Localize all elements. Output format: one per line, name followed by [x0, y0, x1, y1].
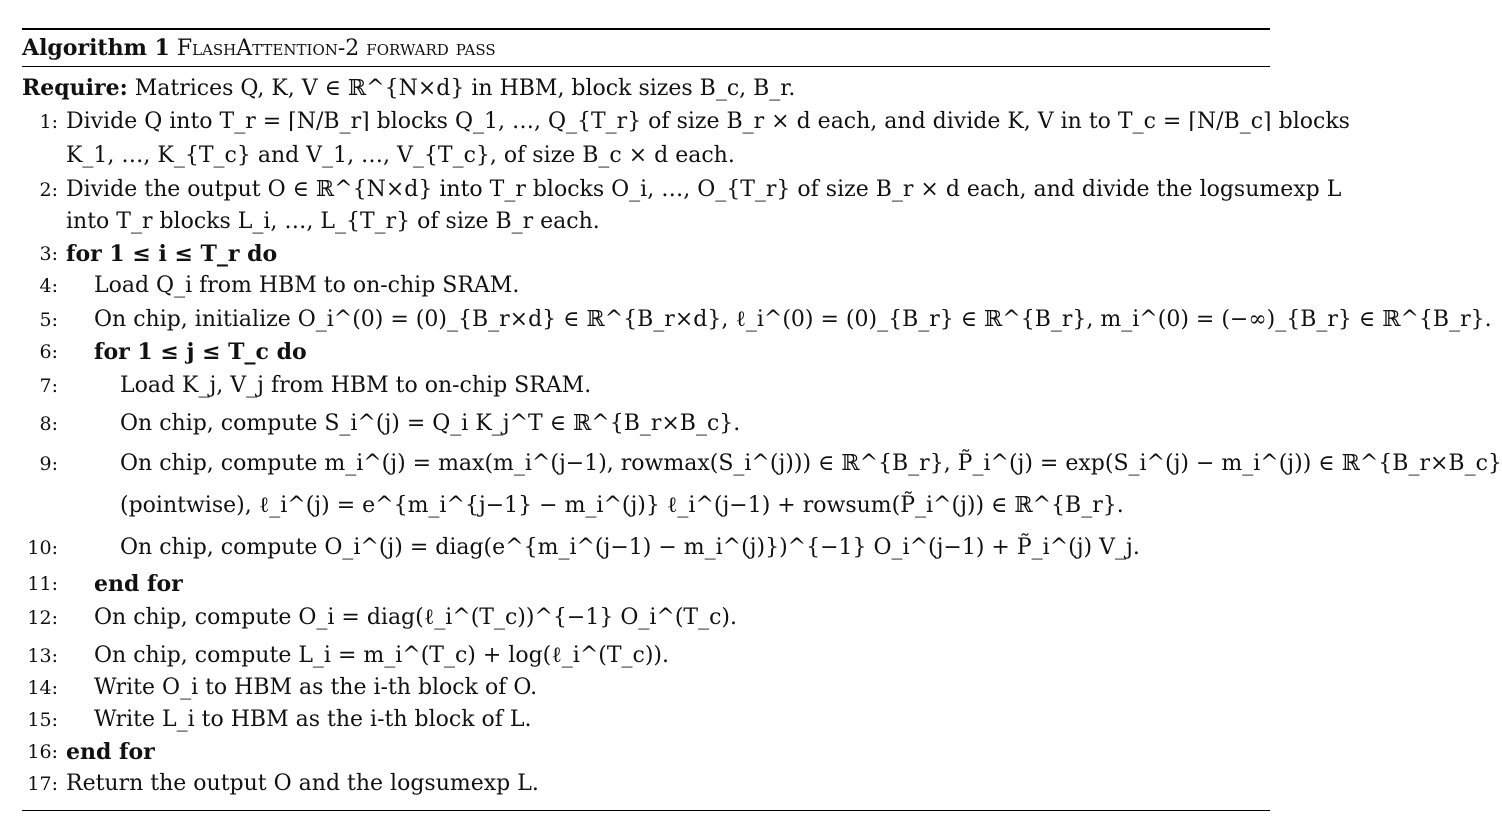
line-number: 1: [39, 111, 58, 133]
line-number: 12: [27, 607, 58, 629]
line-text: On chip, compute O_i = diag(ℓ_i^(T_c))^{−1} O_i^(T_c). [94, 605, 737, 630]
line-text: Write O_i to HBM as the i-th block of O. [94, 675, 538, 700]
line-text: On chip, initialize O_i^(0) = (0)_{B_r×d} ∈ ℝ^{B_r×d}, ℓ_i^(0) = (0)_{B_r} ∈ ℝ^{B_r}, m_i^(0) = (−∞)_{B_r} ∈ ℝ^{B_r}. [94, 307, 1492, 332]
line-number: 13: [27, 645, 58, 667]
line-text: K_1, …, K_{T_c} and V_1, …, V_{T_c}, of size B_c × d each. [66, 143, 735, 168]
algorithm-body [22, 67, 1502, 807]
require-line [22, 73, 1270, 104]
line-number: 6: [39, 341, 58, 363]
line-text: Load Q_i from HBM to on-chip SRAM. [94, 273, 520, 298]
line-text: On chip, compute L_i = m_i^(T_c) + log(ℓ_i^(T_c)). [94, 643, 669, 668]
line-text: for 1 ≤ i ≤ T_r do [66, 241, 278, 267]
line-number: 2: [39, 179, 58, 201]
algorithm-box [22, 28, 1502, 807]
line-number: 7: [39, 375, 58, 397]
line-text: for 1 ≤ j ≤ T_c do [94, 339, 307, 365]
line-number: 11: [27, 573, 58, 595]
algorithm-label: Algorithm 1 [22, 35, 170, 61]
line-text: (pointwise), ℓ_i^(j) = e^{m_i^{j−1} − m_i^(j)} ℓ_i^(j−1) + rowsum(P̃_i^(j)) ∈ ℝ^{B_r}. [120, 493, 1124, 518]
line-text: On chip, compute m_i^(j) = max(m_i^(j−1), rowmax(S_i^(j))) ∈ ℝ^{B_r}, P̃_i^(j) = exp(S_i^(j) − m_i^(j)) ∈ ℝ^{B_r×B_c} [120, 451, 1502, 476]
line-number: 9: [39, 453, 58, 475]
line-number: 16: [27, 741, 58, 763]
line-number: 8: [39, 413, 58, 435]
require-label: Require: [22, 75, 128, 101]
line-text: Load K_j, V_j from HBM to on-chip SRAM. [120, 373, 592, 398]
line-text: end for [66, 739, 155, 765]
line-text: Return the output O and the logsumexp L. [66, 771, 539, 796]
line-number: 17: [27, 773, 58, 795]
line-number: 15: [27, 709, 58, 731]
line-number: 14: [27, 677, 58, 699]
line-text: end for [94, 571, 183, 597]
line-number: 10: [27, 537, 58, 559]
line-number: 4: [39, 275, 58, 297]
algorithm-title: FlashAttention-2 forward pass [176, 36, 496, 61]
line-text: Write L_i to HBM as the i-th block of L. [94, 707, 532, 732]
line-number: 3: [39, 243, 58, 265]
bottom-rule [22, 810, 1270, 811]
line-text: Divide Q into T_r = ⌈N/B_r⌉ blocks Q_1, …, Q_{T_r} of size B_r × d each, and divide K, V in to T_c = ⌈N/B_c⌉ blocks [66, 109, 1350, 134]
line-number: 5: [39, 309, 58, 331]
require-text: Matrices Q, K, V ∈ ℝ^{N×d} in HBM, block sizes B_c, B_r. [134, 76, 796, 101]
line-text: On chip, compute O_i^(j) = diag(e^{m_i^(j−1) − m_i^(j)})^{−1} O_i^(j−1) + P̃_i^(j) V_j. [120, 535, 1140, 560]
line-text: On chip, compute S_i^(j) = Q_i K_j^T ∈ ℝ^{B_r×B_c}. [120, 411, 741, 436]
line-text: Divide the output O ∈ ℝ^{N×d} into T_r blocks O_i, …, O_{T_r} of size B_r × d each, and divide the logsumexp L [66, 177, 1342, 202]
algorithm-header [22, 30, 1270, 66]
line-text: into T_r blocks L_i, …, L_{T_r} of size B_r each. [66, 209, 600, 234]
